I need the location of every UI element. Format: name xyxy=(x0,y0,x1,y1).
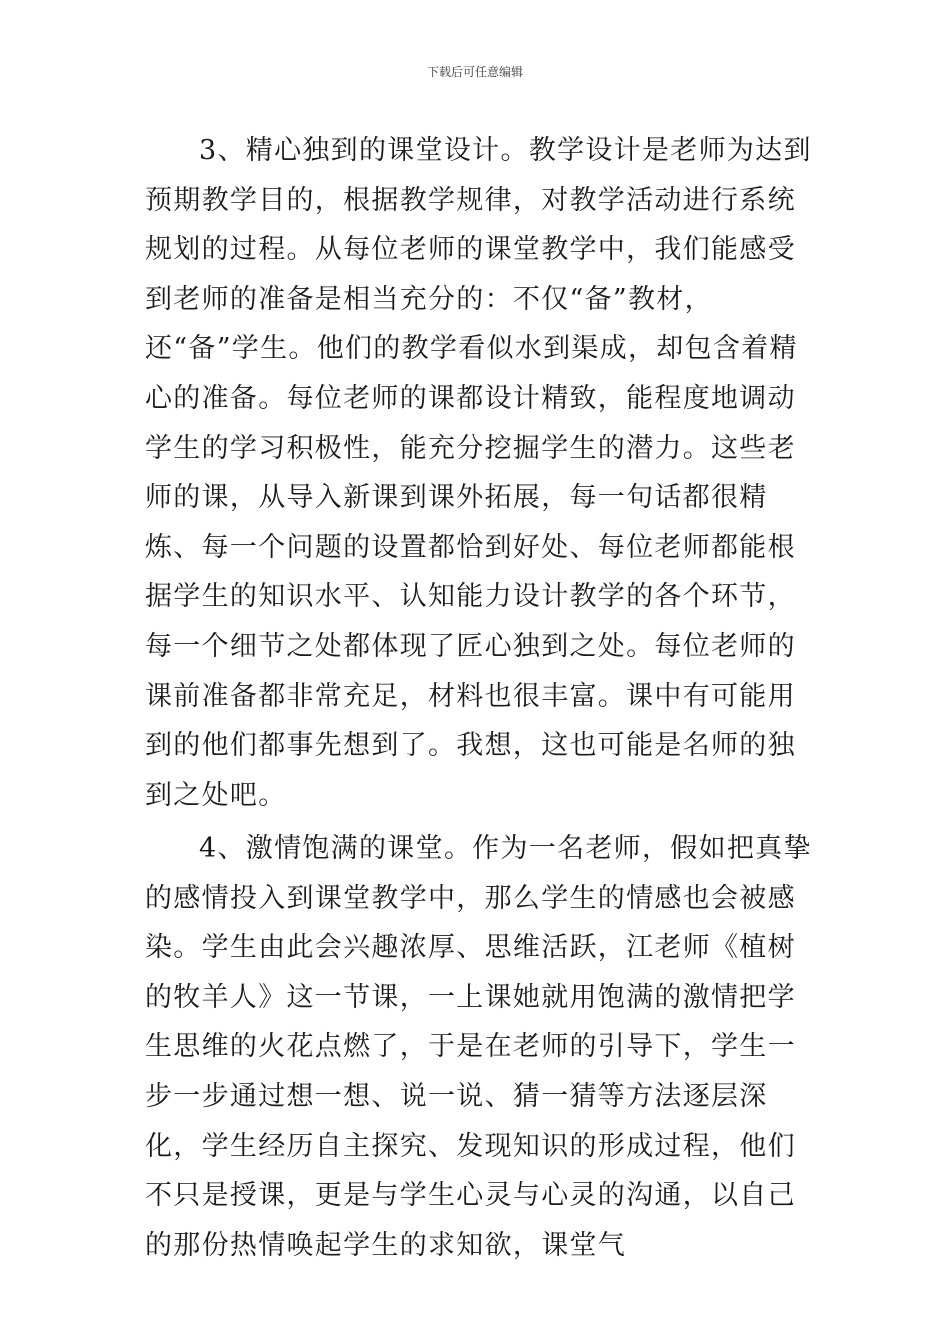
page-header: 下载后可任意编辑 xyxy=(426,65,523,79)
paragraph-passionate-class: 4、激情饱满的课堂。作为一名老师，假如把真挚的感情投入到课堂教学中，那么学生的情感也会被感染。学生由此会兴趣浓厚、思维活跃，江老师《植树的牧羊人》这一节课，一上课她就用饱满的激情把学生思维的火花点燃了，于是在老师的引导下，学生一步一步通过想一想、说一说、猜一猜等方法逐层深化，学生经历自主探究、发现知识的形成过程，他们不只是授课，更是与学生心灵与心灵的沟通，以自己的那份热情唤起学生的求知欲，课堂气 xyxy=(145,833,812,1261)
paragraph-course-design: 3、精心独到的课堂设计。教学设计是老师为达到预期教学目的，根据教学规律，对教学活动进行系统规划的过程。从每位老师的课堂教学中，我们能感受到老师的准备是相当充分的：不仅“备”教材，还“备”学生。他们的教学看似水到渠成，却包含着精心的准备。每位老师的课都设计精致，能程度地调动学生的学习积极性，能充分挖掘学生的潜力。这些老师的课，从导入新课到课外拓展，每一句话都很精炼、每一个问题的设置都恰到好处、每位老师都能根据学生的知识水平、认知能力设计教学的各个环节，每一个细节之处都体现了匠心独到之处。每位老师的课前准备都非常充足，材料也很丰富。课中有可能用到的他们都事先想到了。我想，这也可能是名师的独到之处吧。 xyxy=(145,135,812,811)
